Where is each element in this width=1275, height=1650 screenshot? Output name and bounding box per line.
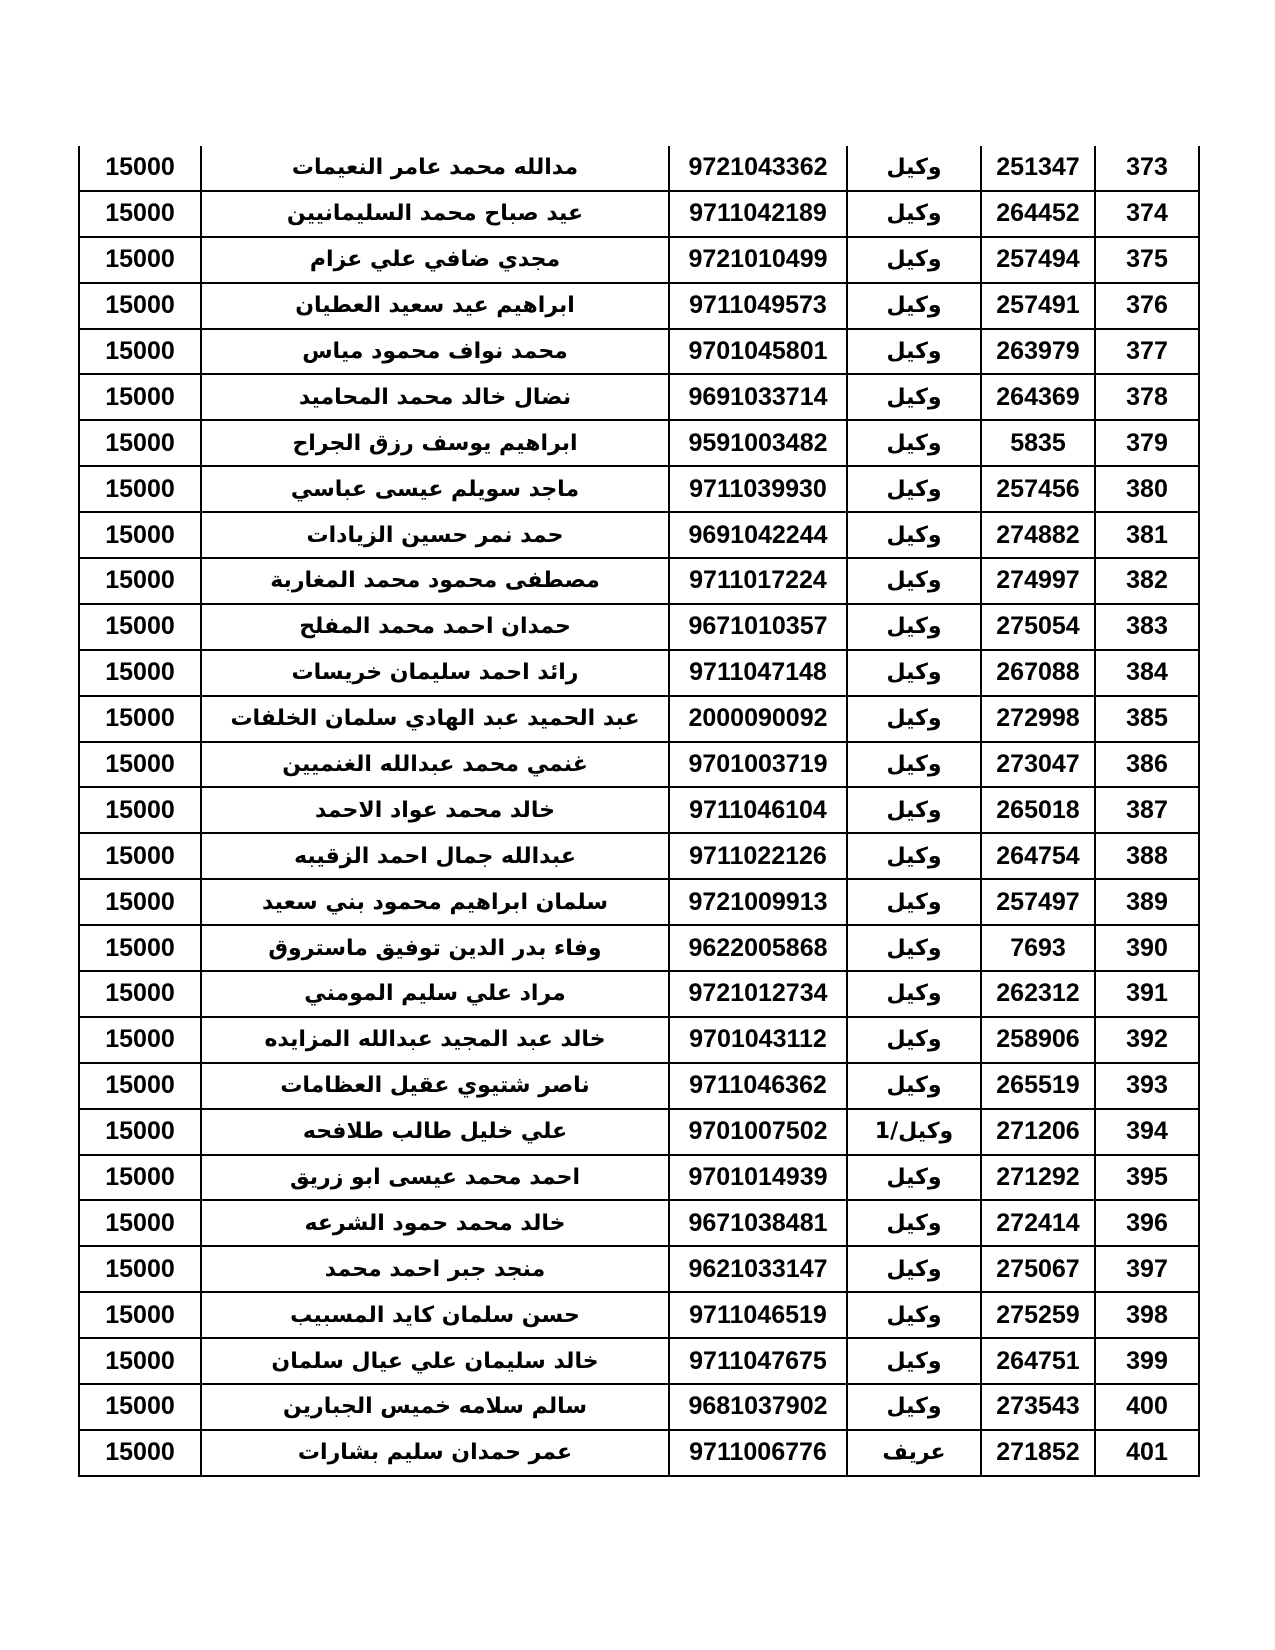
military-number-cell: 273543	[981, 1384, 1095, 1430]
sequence-cell: 386	[1095, 742, 1199, 788]
rank-cell: وكيل	[847, 237, 981, 283]
table-row	[79, 1063, 1199, 1109]
sequence-cell: 397	[1095, 1246, 1199, 1292]
name-cell: ماجد سويلم عيسى عباسي	[201, 466, 669, 512]
military-number-cell: 263979	[981, 329, 1095, 375]
table-row	[79, 191, 1199, 237]
name-cell: عمر حمدان سليم بشارات	[201, 1430, 669, 1476]
name-cell: خالد محمد عواد الاحمد	[201, 787, 669, 833]
amount-cell: 15000	[79, 787, 201, 833]
table-row	[79, 696, 1199, 742]
military-number-cell: 275054	[981, 604, 1095, 650]
national-number-cell: 9701014939	[669, 1155, 847, 1201]
amount-cell: 15000	[79, 329, 201, 375]
national-number-cell: 9701043112	[669, 1017, 847, 1063]
national-number-cell: 9622005868	[669, 925, 847, 971]
rank-cell: وكيل	[847, 512, 981, 558]
military-number-cell: 265018	[981, 787, 1095, 833]
table-row	[79, 604, 1199, 650]
name-cell: رائد احمد سليمان خريسات	[201, 650, 669, 696]
table-row	[79, 1292, 1199, 1338]
military-number-cell: 257494	[981, 237, 1095, 283]
military-number-cell: 274882	[981, 512, 1095, 558]
sequence-cell: 382	[1095, 558, 1199, 604]
table-row	[79, 146, 1199, 191]
table-row	[79, 925, 1199, 971]
rank-cell: وكيل	[847, 833, 981, 879]
amount-cell: 15000	[79, 466, 201, 512]
sequence-cell: 391	[1095, 971, 1199, 1017]
military-number-cell: 271852	[981, 1430, 1095, 1476]
rank-cell: وكيل	[847, 558, 981, 604]
rank-cell: وكيل	[847, 283, 981, 329]
table-row	[79, 374, 1199, 420]
name-cell: عبد الحميد عبد الهادي سلمان الخلفات	[201, 696, 669, 742]
table-row	[79, 1246, 1199, 1292]
sequence-cell: 396	[1095, 1200, 1199, 1246]
table-row	[79, 1017, 1199, 1063]
military-number-cell: 264452	[981, 191, 1095, 237]
rank-cell: وكيل	[847, 374, 981, 420]
national-number-cell: 9701007502	[669, 1109, 847, 1155]
national-number-cell: 9671038481	[669, 1200, 847, 1246]
rank-cell: وكيل	[847, 787, 981, 833]
amount-cell: 15000	[79, 971, 201, 1017]
rank-cell: وكيل	[847, 971, 981, 1017]
table-body	[79, 146, 1199, 1476]
national-number-cell: 9711039930	[669, 466, 847, 512]
sequence-cell: 388	[1095, 833, 1199, 879]
table-row	[79, 1109, 1199, 1155]
rank-cell: وكيل	[847, 1338, 981, 1384]
sequence-cell: 374	[1095, 191, 1199, 237]
rank-cell: وكيل	[847, 1017, 981, 1063]
military-number-cell: 264754	[981, 833, 1095, 879]
national-number-cell: 9621033147	[669, 1246, 847, 1292]
national-number-cell: 9701045801	[669, 329, 847, 375]
sequence-cell: 398	[1095, 1292, 1199, 1338]
military-number-cell: 257491	[981, 283, 1095, 329]
name-cell: حمدان احمد محمد المفلح	[201, 604, 669, 650]
rank-cell: وكيل	[847, 1063, 981, 1109]
table-row	[79, 971, 1199, 1017]
amount-cell: 15000	[79, 833, 201, 879]
national-number-cell: 9711046519	[669, 1292, 847, 1338]
military-number-cell: 273047	[981, 742, 1095, 788]
military-number-cell: 265519	[981, 1063, 1095, 1109]
national-number-cell: 9721010499	[669, 237, 847, 283]
military-number-cell: 7693	[981, 925, 1095, 971]
rank-cell: وكيل	[847, 696, 981, 742]
amount-cell: 15000	[79, 696, 201, 742]
amount-cell: 15000	[79, 1246, 201, 1292]
name-cell: خالد عبد المجيد عبدالله المزايده	[201, 1017, 669, 1063]
sequence-cell: 394	[1095, 1109, 1199, 1155]
table-row	[79, 329, 1199, 375]
national-number-cell: 9711042189	[669, 191, 847, 237]
amount-cell: 15000	[79, 1338, 201, 1384]
military-number-cell: 271292	[981, 1155, 1095, 1201]
name-cell: احمد محمد عيسى ابو زريق	[201, 1155, 669, 1201]
name-cell: سالم سلامه خميس الجبارين	[201, 1384, 669, 1430]
rank-cell: وكيل	[847, 925, 981, 971]
name-cell: مجدي ضافي علي عزام	[201, 237, 669, 283]
sequence-cell: 393	[1095, 1063, 1199, 1109]
table-row	[79, 879, 1199, 925]
amount-cell: 15000	[79, 1384, 201, 1430]
military-number-cell: 274997	[981, 558, 1095, 604]
table-row	[79, 283, 1199, 329]
amount-cell: 15000	[79, 1200, 201, 1246]
sequence-cell: 378	[1095, 374, 1199, 420]
amount-cell: 15000	[79, 1430, 201, 1476]
military-number-cell: 5835	[981, 420, 1095, 466]
national-number-cell: 9721009913	[669, 879, 847, 925]
name-cell: ناصر شتيوي عقيل العظامات	[201, 1063, 669, 1109]
amount-cell: 15000	[79, 1109, 201, 1155]
table-row	[79, 420, 1199, 466]
sequence-cell: 385	[1095, 696, 1199, 742]
table-row	[79, 1384, 1199, 1430]
rank-cell: وكيل	[847, 146, 981, 191]
national-number-cell: 9691042244	[669, 512, 847, 558]
military-number-cell: 264369	[981, 374, 1095, 420]
name-cell: خالد سليمان علي عيال سلمان	[201, 1338, 669, 1384]
sequence-cell: 400	[1095, 1384, 1199, 1430]
table-row	[79, 1338, 1199, 1384]
amount-cell: 15000	[79, 925, 201, 971]
table-row	[79, 650, 1199, 696]
sequence-cell: 375	[1095, 237, 1199, 283]
sequence-cell: 384	[1095, 650, 1199, 696]
national-number-cell: 9711017224	[669, 558, 847, 604]
sequence-cell: 373	[1095, 146, 1199, 191]
rank-cell: وكيل	[847, 650, 981, 696]
amount-cell: 15000	[79, 1155, 201, 1201]
amount-cell: 15000	[79, 558, 201, 604]
sequence-cell: 389	[1095, 879, 1199, 925]
national-number-cell: 9711047148	[669, 650, 847, 696]
amount-cell: 15000	[79, 420, 201, 466]
rank-cell: وكيل	[847, 1155, 981, 1201]
table-row	[79, 1200, 1199, 1246]
amount-cell: 15000	[79, 191, 201, 237]
sequence-cell: 392	[1095, 1017, 1199, 1063]
national-number-cell: 9721043362	[669, 146, 847, 191]
name-cell: خالد محمد حمود الشرعه	[201, 1200, 669, 1246]
military-number-cell: 272414	[981, 1200, 1095, 1246]
amount-cell: 15000	[79, 237, 201, 283]
rank-cell: وكيل	[847, 879, 981, 925]
rank-cell: وكيل	[847, 742, 981, 788]
rank-cell: وكيل	[847, 466, 981, 512]
rank-cell: وكيل	[847, 329, 981, 375]
military-number-cell: 271206	[981, 1109, 1095, 1155]
table-row	[79, 512, 1199, 558]
table-row	[79, 237, 1199, 283]
national-number-cell: 9711046104	[669, 787, 847, 833]
name-cell: نضال خالد محمد المحاميد	[201, 374, 669, 420]
name-cell: حمد نمر حسين الزيادات	[201, 512, 669, 558]
amount-cell: 15000	[79, 742, 201, 788]
amount-cell: 15000	[79, 512, 201, 558]
amount-cell: 15000	[79, 283, 201, 329]
sequence-cell: 381	[1095, 512, 1199, 558]
rank-cell: وكيل	[847, 1200, 981, 1246]
national-number-cell: 9711047675	[669, 1338, 847, 1384]
national-number-cell: 9721012734	[669, 971, 847, 1017]
name-cell: محمد نواف محمود مياس	[201, 329, 669, 375]
rank-cell: وكيل	[847, 604, 981, 650]
national-number-cell: 9711049573	[669, 283, 847, 329]
national-number-cell: 9711022126	[669, 833, 847, 879]
sequence-cell: 399	[1095, 1338, 1199, 1384]
table-row	[79, 833, 1199, 879]
sequence-cell: 376	[1095, 283, 1199, 329]
military-number-cell: 275067	[981, 1246, 1095, 1292]
military-number-cell: 275259	[981, 1292, 1095, 1338]
table-row	[79, 742, 1199, 788]
rank-cell: وكيل	[847, 420, 981, 466]
national-number-cell: 9701003719	[669, 742, 847, 788]
sequence-cell: 383	[1095, 604, 1199, 650]
rank-cell: عريف	[847, 1430, 981, 1476]
amount-cell: 15000	[79, 650, 201, 696]
military-number-cell: 257456	[981, 466, 1095, 512]
military-number-cell: 264751	[981, 1338, 1095, 1384]
military-number-cell: 262312	[981, 971, 1095, 1017]
sequence-cell: 390	[1095, 925, 1199, 971]
national-number-cell: 9711046362	[669, 1063, 847, 1109]
table-row	[79, 558, 1199, 604]
national-number-cell: 9691033714	[669, 374, 847, 420]
military-number-cell: 272998	[981, 696, 1095, 742]
national-number-cell: 9671010357	[669, 604, 847, 650]
national-number-cell: 9681037902	[669, 1384, 847, 1430]
rank-cell: وكيل	[847, 1246, 981, 1292]
rank-cell: وكيل	[847, 1384, 981, 1430]
name-cell: مراد علي سليم المومني	[201, 971, 669, 1017]
table-row	[79, 1430, 1199, 1476]
table-row	[79, 466, 1199, 512]
name-cell: منجد جبر احمد محمد	[201, 1246, 669, 1292]
name-cell: مدالله محمد عامر النعيمات	[201, 146, 669, 191]
name-cell: غنمي محمد عبدالله الغنميين	[201, 742, 669, 788]
amount-cell: 15000	[79, 374, 201, 420]
rank-cell: وكيل	[847, 1292, 981, 1338]
national-number-cell: 9591003482	[669, 420, 847, 466]
name-cell: ابراهيم يوسف رزق الجراح	[201, 420, 669, 466]
national-number-cell: 2000090092	[669, 696, 847, 742]
name-cell: عيد صباح محمد السليمانيين	[201, 191, 669, 237]
name-cell: حسن سلمان كايد المسبيب	[201, 1292, 669, 1338]
table-row	[79, 1155, 1199, 1201]
amount-cell: 15000	[79, 146, 201, 191]
rank-cell: وكيل	[847, 191, 981, 237]
sequence-cell: 380	[1095, 466, 1199, 512]
sequence-cell: 401	[1095, 1430, 1199, 1476]
amount-cell: 15000	[79, 1292, 201, 1338]
military-number-cell: 258906	[981, 1017, 1095, 1063]
military-number-cell: 267088	[981, 650, 1095, 696]
sequence-cell: 395	[1095, 1155, 1199, 1201]
sequence-cell: 377	[1095, 329, 1199, 375]
document-page	[78, 146, 1198, 1477]
sequence-cell: 379	[1095, 420, 1199, 466]
name-cell: علي خليل طالب طلافحه	[201, 1109, 669, 1155]
payment-table	[78, 146, 1200, 1477]
name-cell: سلمان ابراهيم محمود بني سعيد	[201, 879, 669, 925]
name-cell: وفاء بدر الدين توفيق ماستروق	[201, 925, 669, 971]
amount-cell: 15000	[79, 1063, 201, 1109]
name-cell: مصطفى محمود محمد المغاربة	[201, 558, 669, 604]
rank-cell: وكيل/1	[847, 1109, 981, 1155]
amount-cell: 15000	[79, 604, 201, 650]
name-cell: عبدالله جمال احمد الزقيبه	[201, 833, 669, 879]
table-row	[79, 787, 1199, 833]
amount-cell: 15000	[79, 879, 201, 925]
military-number-cell: 251347	[981, 146, 1095, 191]
military-number-cell: 257497	[981, 879, 1095, 925]
national-number-cell: 9711006776	[669, 1430, 847, 1476]
amount-cell: 15000	[79, 1017, 201, 1063]
sequence-cell: 387	[1095, 787, 1199, 833]
name-cell: ابراهيم عيد سعيد العطيان	[201, 283, 669, 329]
